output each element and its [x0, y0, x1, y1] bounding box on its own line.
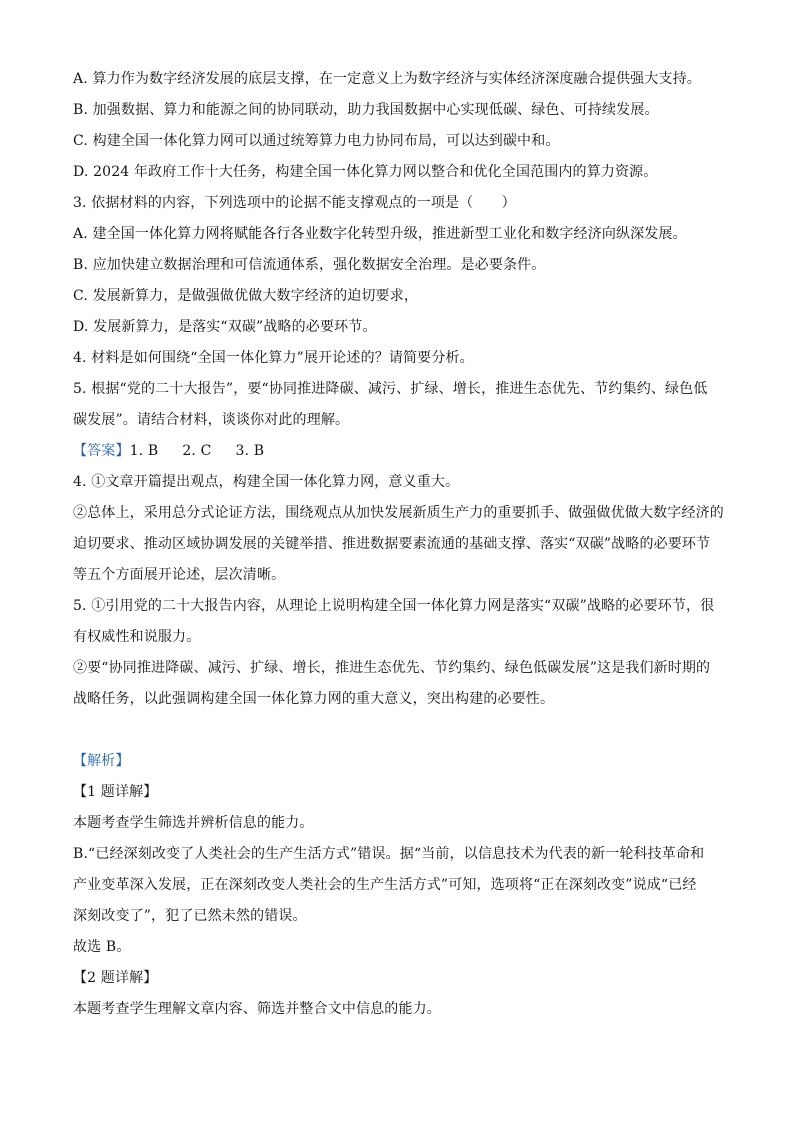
option-line: D. 发展新算力，是落实“双碳”战略的必要环节。	[73, 319, 377, 335]
option-line: B. 应加快建立数据治理和可信流通体系，强化数据安全治理。是必要条件。	[73, 257, 546, 273]
question-3-stem: 3. 依据材料的内容，下列选项中的论据不能支撑观点的一项是（ ）	[73, 195, 516, 211]
answer-item: 1. B	[129, 443, 159, 459]
analysis-line: 故选 B。	[73, 939, 131, 955]
answer-4-line: ②总体上，采用总分式论证方法，围绕观点从加快发展新质生产力的重要抓手、做强做优做大数字经济的	[73, 505, 724, 521]
answer-5-line: ②要“协同推进降碳、减污、扩绿、增长，推进生态优先、节约集约、绿色低碳发展”这是我们新时期的	[73, 660, 711, 676]
analysis-line: B.“已经深刻改变了人类社会的生产生活方式”错误。据“当前，以信息技术为代表的新一轮科技革命和	[73, 846, 705, 862]
q2-detail-tag: 【2 题详解】	[73, 970, 158, 986]
option-line: C. 发展新算力，是做强做优做大数字经济的迫切要求，	[73, 288, 419, 304]
answer-4-line: 迫切要求、推动区域协调发展的关键举措、推进数据要素流通的基础支撑、落实“双碳”战略的必要环节	[73, 536, 711, 552]
analysis-line: 本题考查学生理解文章内容、筛选并整合文中信息的能力。	[73, 1001, 441, 1017]
question-4-stem: 4. 材料是如何围绕“全国一体化算力”展开论述的？请简要分析。	[73, 350, 474, 366]
option-line: A. 算力作为数字经济发展的底层支撑，在一定意义上为数字经济与实体经济深度融合提供强大支持。	[73, 71, 701, 87]
analysis-line: 深刻改变了”，犯了已然未然的错误。	[73, 908, 307, 924]
q1-detail-tag: 【1 题详解】	[73, 784, 158, 800]
answer-item: 3. B	[235, 443, 265, 459]
option-line: A. 建全国一体化算力网将赋能各行各业数字化转型升级，推进新型工业化和数字经济向纵深发展。	[73, 226, 687, 242]
answer-row	[73, 436, 725, 467]
answer-5-line: 有权威性和说服力。	[73, 629, 201, 645]
answer-4-line: 等五个方面展开论述，层次清晰。	[73, 567, 286, 583]
question-5-stem-line: 5. 根据“党的二十大报告”，要“协同推进降碳、减污、扩绿、增长，推进生态优先、节约集约、绿色低	[73, 381, 708, 397]
answer-5-line: 战略任务，以此强调构建全国一体化算力网的重大意义，突出构建的必要性。	[73, 691, 555, 707]
analysis-line: 产业变革深入发展，正在深刻改变人类社会的生产生活方式”可知，选项将“正在深刻改变”说成“已经	[73, 877, 697, 893]
answer-item: 2. C	[182, 443, 212, 459]
option-line: B. 加强数据、算力和能源之间的协同联动，助力我国数据中心实现低碳、绿色、可持续发展。	[73, 102, 659, 118]
option-line: C. 构建全国一体化算力网可以通过统筹算力电力协同布局，可以达到碳中和。	[73, 133, 560, 149]
answer-tag: 【答案】	[73, 443, 130, 459]
option-line: D. 2024 年政府工作十大任务，构建全国一体化算力网以整合和优化全国范围内的算力资源。	[73, 164, 658, 180]
analysis-tag: 【解析】	[73, 753, 130, 769]
question-5-stem-line: 碳发展”。请结合材料，谈谈你对此的理解。	[73, 412, 350, 428]
answer-4-line: 4. ①文章开篇提出观点，构建全国一体化算力网，意义重大。	[73, 474, 460, 490]
answer-5-line: 5. ①引用党的二十大报告内容，从理论上说明构建全国一体化算力网是落实“双碳”战略的必要环节，很	[73, 598, 715, 614]
analysis-line: 本题考查学生筛选并辨析信息的能力。	[73, 815, 314, 831]
blank-spacer	[73, 715, 725, 746]
document-page	[73, 64, 725, 1025]
